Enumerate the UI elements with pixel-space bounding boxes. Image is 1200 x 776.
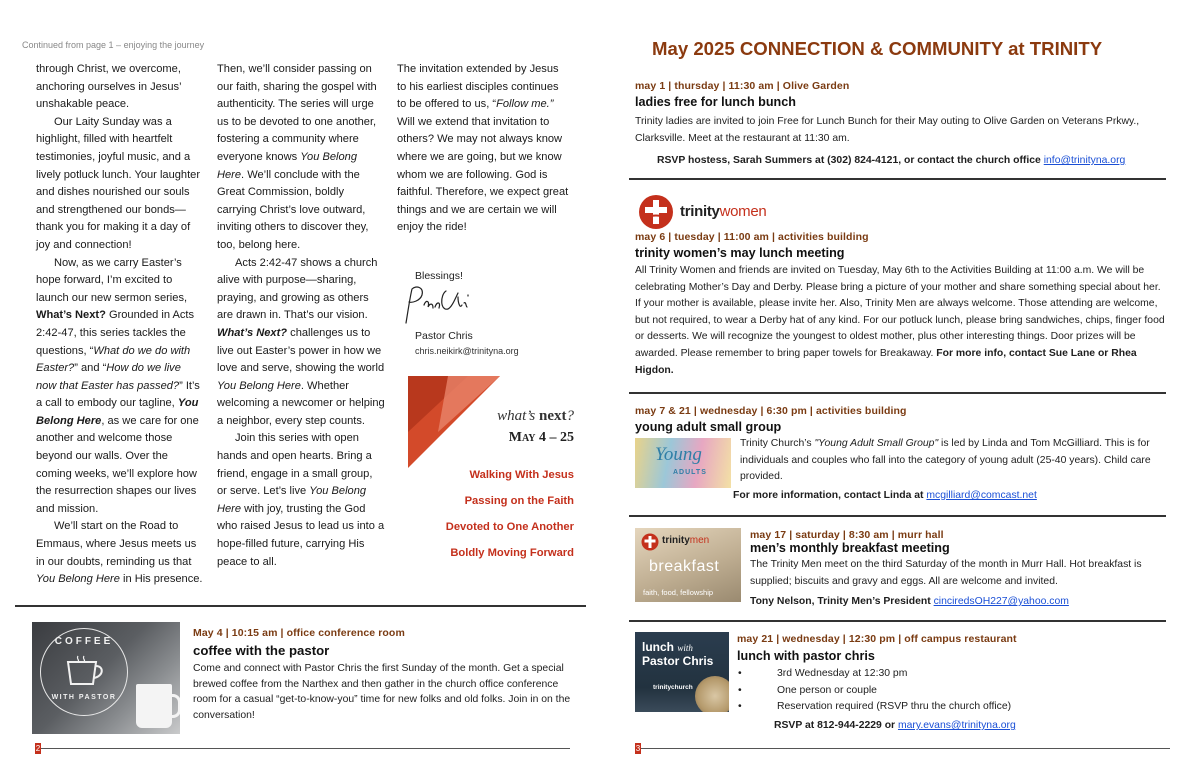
coffee-badge-top: COFFEE [54, 636, 114, 647]
event-meta: may 1 | thursday | 11:30 am | Olive Garden [635, 80, 850, 92]
coffee-event-body: Come and connect with Pastor Chris the first Sunday of the month. Get a special brewed coffee from the Narthex and then gather in the church office conference room for a casual “get-to-know-you” time for new folks and old folks. Join in on the conversation! [193, 663, 571, 721]
coffee-event-title: coffee with the pastor [193, 643, 330, 658]
event-meta: may 21 | wednesday | 12:30 pm | off campus restaurant [737, 633, 1017, 645]
event-body: All Trinity Women and friends are invited on Tuesday, May 6th to the Activities Building at 11:00 a.m. We will be celebrating Mother’s Day and Derby. Please bring a picture of your mother and share something special about her. If your mother is available, please invite her. Also, Trinity Men are always welcome. Those attending are welcome, but not required, to wear a Derby hat of any kind. For our potluck lunch, please bring sandwiches, chips, finger food or desserts. We will recognize the youngest to oldest mother, plus other interesting things. Door prizes will be awarded. Please remember to bring paper towels for Breakaway. For more info, contact Sue Lane or Rhea Higdon. [635, 265, 1165, 376]
event-rsvp: RSVP at 812-944-2229 or mary.evans@trinityna.org [774, 720, 1016, 731]
continued-note: Continued from page 1 – enjoying the journey [22, 40, 205, 50]
event-body: The Trinity Men meet on the third Saturday of the month in Murr Hall. Hot breakfast is supplied; biscuits and gravy and eggs. All are welcome and invited. [750, 559, 1142, 587]
trinity-men-logo: trinitymen [662, 535, 710, 546]
trinity-cross-logo-icon [641, 533, 659, 551]
page-number: 2 [35, 744, 41, 753]
trinitychurch-logo: trinitychurch [653, 684, 693, 691]
whats-next-title: what’s next? [497, 408, 574, 424]
email-link[interactable]: mcgilliard@comcast.net [926, 490, 1037, 501]
event-title: lunch with pastor chris [737, 649, 875, 663]
coffee-badge-bottom: WITH PASTOR [51, 694, 117, 701]
pastor-chris-word: Pastor Chris [642, 654, 714, 668]
article-column-3 [397, 61, 569, 237]
paragraph: The invitation extended by Jesus to his earliest disciples continues to be offered to us, “Follow me.” Will we extend that invitation to others? We may not always know where we are going, but we know whom we are following. God is faithful. Therefore, we expect great things and we are certain we will enjoy the ride! [397, 63, 569, 234]
signoff-email: chris.neikirk@trinityna.org [415, 346, 519, 356]
event-rsvp: RSVP hostess, Sarah Summers at (302) 824-4121, or contact the church office info@trinityna.org [657, 155, 1126, 166]
divider [629, 178, 1166, 180]
lunch-image [635, 632, 729, 712]
list-item: • 3rd Wednesday at 12:30 pm [737, 666, 1162, 683]
divider [629, 515, 1166, 517]
paragraph: We’ll start on the Road to Emmaus, where Jesus meets us in our doubts, reminding us that You Belong Here in His presence. [36, 520, 203, 586]
paragraph: Now, as we carry Easter’s hope forward, I’m excited to launch our new sermon series, What’s Next? Grounded in Acts 2:42-47, this series tackles the questions, “What do we do with Easter?” and “How do we live now that Easter has passed?” It’s a call to embody our tagline, You Belong Here, as we care for one another and welcome those beyond our walls. Over the coming weeks, we’ll explore how the resurrection shapes our lives and mission. [36, 256, 200, 515]
signoff-name: Pastor Chris [415, 330, 473, 342]
breakfast-subtitle: faith, food, fellowship [643, 588, 714, 597]
whats-next-dates: May 4 – 25 [508, 430, 574, 445]
article-column-1 [36, 61, 204, 589]
whats-next-list [400, 462, 574, 566]
breakfast-image [635, 528, 741, 602]
young-adults-word: Young [655, 444, 702, 465]
pastor-signature [400, 283, 480, 327]
coffee-cup-icon [62, 654, 106, 688]
lunch-word: lunch with [642, 640, 693, 654]
trinity-women-logo: trinitywomen [680, 203, 767, 220]
article-column-2 [217, 61, 385, 571]
series-item: Devoted to One Another [445, 521, 574, 533]
series-item: Boldly Moving Forward [450, 547, 574, 559]
adults-word: ADULTS [673, 469, 707, 476]
paragraph: Then, we’ll consider passing on our faith, sharing the gospel with authenticity. The series will urge us to be devoted to one another, fostering a community where everyone knows You Belong Here. We’ll conclude with the Great Commission, boldly carrying Christ’s love outward, inviting others to discover they, too, belong here. [217, 63, 377, 251]
breakfast-word: breakfast [649, 558, 720, 575]
event-meta: may 6 | tuesday | 11:00 am | activities building [635, 231, 869, 243]
divider [629, 392, 1166, 394]
young-adults-image [635, 438, 731, 488]
email-link[interactable]: cinciredsOH227@yahoo.com [933, 596, 1069, 607]
event-body: Trinity ladies are invited to join Free for Lunch Bunch for their May outing to Olive Garden on Veterans Prkwy., Clarksville. Meet at the restaurant at 11:30 am. [635, 116, 1140, 144]
coffee-mug-handle [168, 694, 180, 718]
series-item: Walking With Jesus [469, 469, 574, 481]
list-item: • Reservation required (RSVP thru the church office) [737, 699, 1162, 716]
event-body: Trinity Church’s "Young Adult Small Group" is led by Linda and Tom McGilliard. This is for individuals and couples who fall into the category of young adult (25-40 years). Child care provided. [740, 438, 1151, 483]
blessings: Blessings! [415, 270, 463, 282]
list-item: • One person or couple [737, 683, 1162, 700]
event-title: men’s monthly breakfast meeting [750, 541, 950, 555]
event-title: ladies free for lunch bunch [635, 95, 796, 109]
paragraph: Join this series with open hands and open hearts. Bring a friend, engage in a small group, or serve. Let’s live You Belong Here with joy, trusting the God who raised Jesus to lead us into a hope-filled future, carrying His peace to all. [217, 432, 385, 568]
paragraph: through Christ, we overcome, anchoring ourselves in Jesus’ unshakable peace. [36, 63, 182, 111]
paragraph: Acts 2:42-47 shows a church alive with purpose—sharing, praying, and growing as others are drawn in. That’s our vision. What’s Next? challenges us to live out Easter’s power in how we love and serve, showing the world You Belong Here. Whether welcoming a newcomer or helping a neighbor, every step counts. [217, 256, 385, 427]
coffee-image [32, 622, 180, 734]
divider [629, 620, 1166, 622]
email-link[interactable]: info@trinityna.org [1043, 155, 1126, 166]
divider [15, 605, 586, 607]
page-number: 3 [635, 744, 641, 753]
food-plate [695, 676, 729, 712]
event-bullets [737, 666, 1162, 716]
trinity-cross-logo-icon [638, 194, 674, 230]
event-title: young adult small group [635, 420, 782, 434]
event-meta: may 7 & 21 | wednesday | 6:30 pm | activities building [635, 405, 907, 417]
paragraph: Our Laity Sunday was a highlight, filled with heartfelt testimonies, joyful music, and a lively potluck lunch. Your laughter and dishes nourished our souls and strengthened our bonds—thank you for making it a day of joy and connection! [36, 115, 201, 251]
event-title: trinity women’s may lunch meeting [635, 246, 845, 260]
event-contact: For more information, contact Linda at mcgilliard@comcast.net [733, 490, 1037, 501]
event-meta: may 17 | saturday | 8:30 am | murr hall [750, 529, 944, 541]
series-item: Passing on the Faith [464, 495, 574, 507]
footer-rule [36, 748, 570, 749]
footer-rule [636, 748, 1170, 749]
coffee-mug [136, 684, 172, 728]
email-link[interactable]: mary.evans@trinityna.org [898, 720, 1016, 731]
event-contact: Tony Nelson, Trinity Men’s President cinciredsOH227@yahoo.com [750, 596, 1069, 607]
page-header: May 2025 CONNECTION & COMMUNITY at TRINITY [652, 38, 1103, 59]
coffee-event-meta: May 4 | 10:15 am | office conference room [193, 627, 405, 639]
